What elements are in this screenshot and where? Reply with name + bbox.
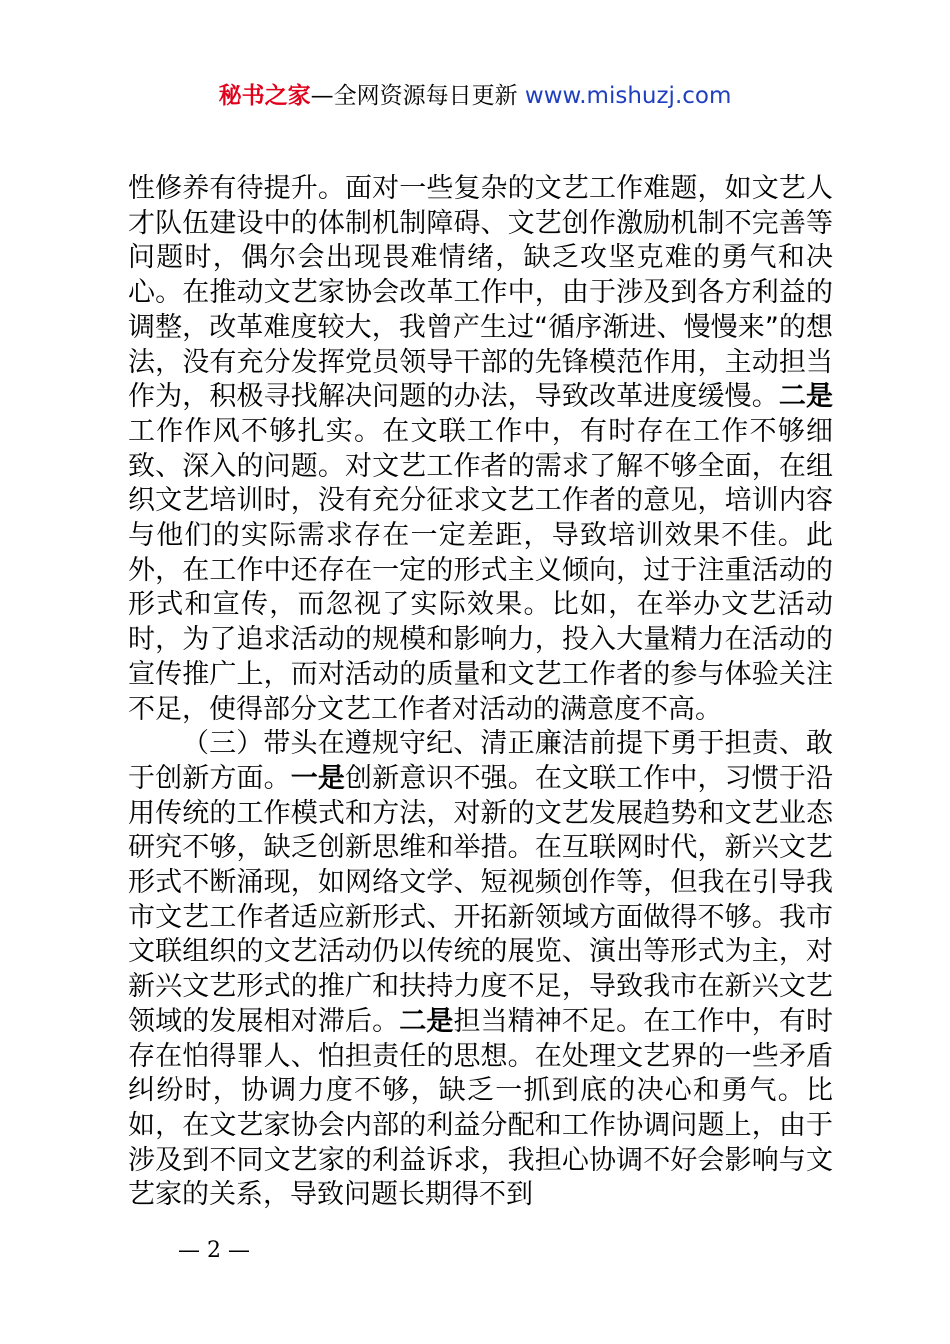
- paragraph-1: [128, 172, 833, 727]
- paragraph-text: 创新意识不强。在文联工作中，习惯于沿用传统的工作模式和方法，对新的文艺发展趋势和文艺业态研究不够，缺乏创新思维和举措。在互联网时代，新兴文艺形式不断涌现，如网络文学、短视频创作等，但我在引导我市文艺工作者适应新形式、开拓新领域方面做得不够。我市文联组织的文艺活动仍以传统的展览、演出等形式为主，对新兴文艺形式的推广和扶持力度不足，导致我市在新兴文艺领域的发展相对滞后。: [128, 762, 834, 1037]
- paragraph-text: 担当精神不足。在工作中，有时存在怕得罪人、怕担责任的思想。在处理文艺界的一些矛盾纠纷时，协调力度不够，缺乏一抓到底的决心和勇气。比如，在文艺家协会内部的利益分配和工作协调问题上，由于涉及到不同文艺家的利益诉求，我担心协调不好会影响与文艺家的关系，导致问题长期得不到: [128, 1005, 834, 1211]
- document-body: [128, 172, 833, 1213]
- paragraph-2: [128, 727, 833, 1213]
- bold-marker-yi-shi: 一是: [290, 762, 345, 794]
- bold-marker-er-shi: 二是: [778, 381, 834, 413]
- brand-name: 秘书之家: [218, 83, 311, 109]
- page-number: — 2 —: [178, 1238, 250, 1263]
- bold-marker-er-shi: 二是: [399, 1005, 454, 1037]
- header-url[interactable]: www.mishuzj.com: [524, 83, 732, 109]
- section-heading: （三）带头在遵规守纪、清正廉洁前提下勇于担责、敢于创新方面。: [128, 728, 833, 794]
- header-tagline: —全网资源每日更新: [310, 83, 525, 109]
- paragraph-text: 工作作风不够扎实。在文联工作中，有时存在工作不够细致、深入的问题。对文艺工作者的需求了解不够全面，在组织文艺培训时，没有充分征求文艺工作者的意见，培训内容与他们的实际需求存在一定差距，导致培训效果不佳。此外，在工作中还存在一定的形式主义倾向，过于注重活动的形式和宣传，而忽视了实际效果。比如，在举办文艺活动时，为了追求活动的规模和影响力，投入大量精力在活动的宣传推广上，而对活动的质量和文艺工作者的参与体验关注不足，使得部分文艺工作者对活动的满意度不高。: [128, 415, 833, 725]
- paragraph-text: 性修养有待提升。面对一些复杂的文艺工作难题，如文艺人才队伍建设中的体制机制障碍、文艺创作激励机制不完善等问题时，偶尔会出现畏难情绪，缺乏攻坚克难的勇气和决心。在推动文艺家协会改革工作中，由于涉及到各方利益的调整，改革难度较大，我曾产生过“循序渐进、慢慢来”的想法，没有充分发挥党员领导干部的先锋模范作用，主动担当作为，积极寻找解决问题的办法，导致改革进度缓慢。: [128, 173, 833, 413]
- site-header: [0, 80, 950, 112]
